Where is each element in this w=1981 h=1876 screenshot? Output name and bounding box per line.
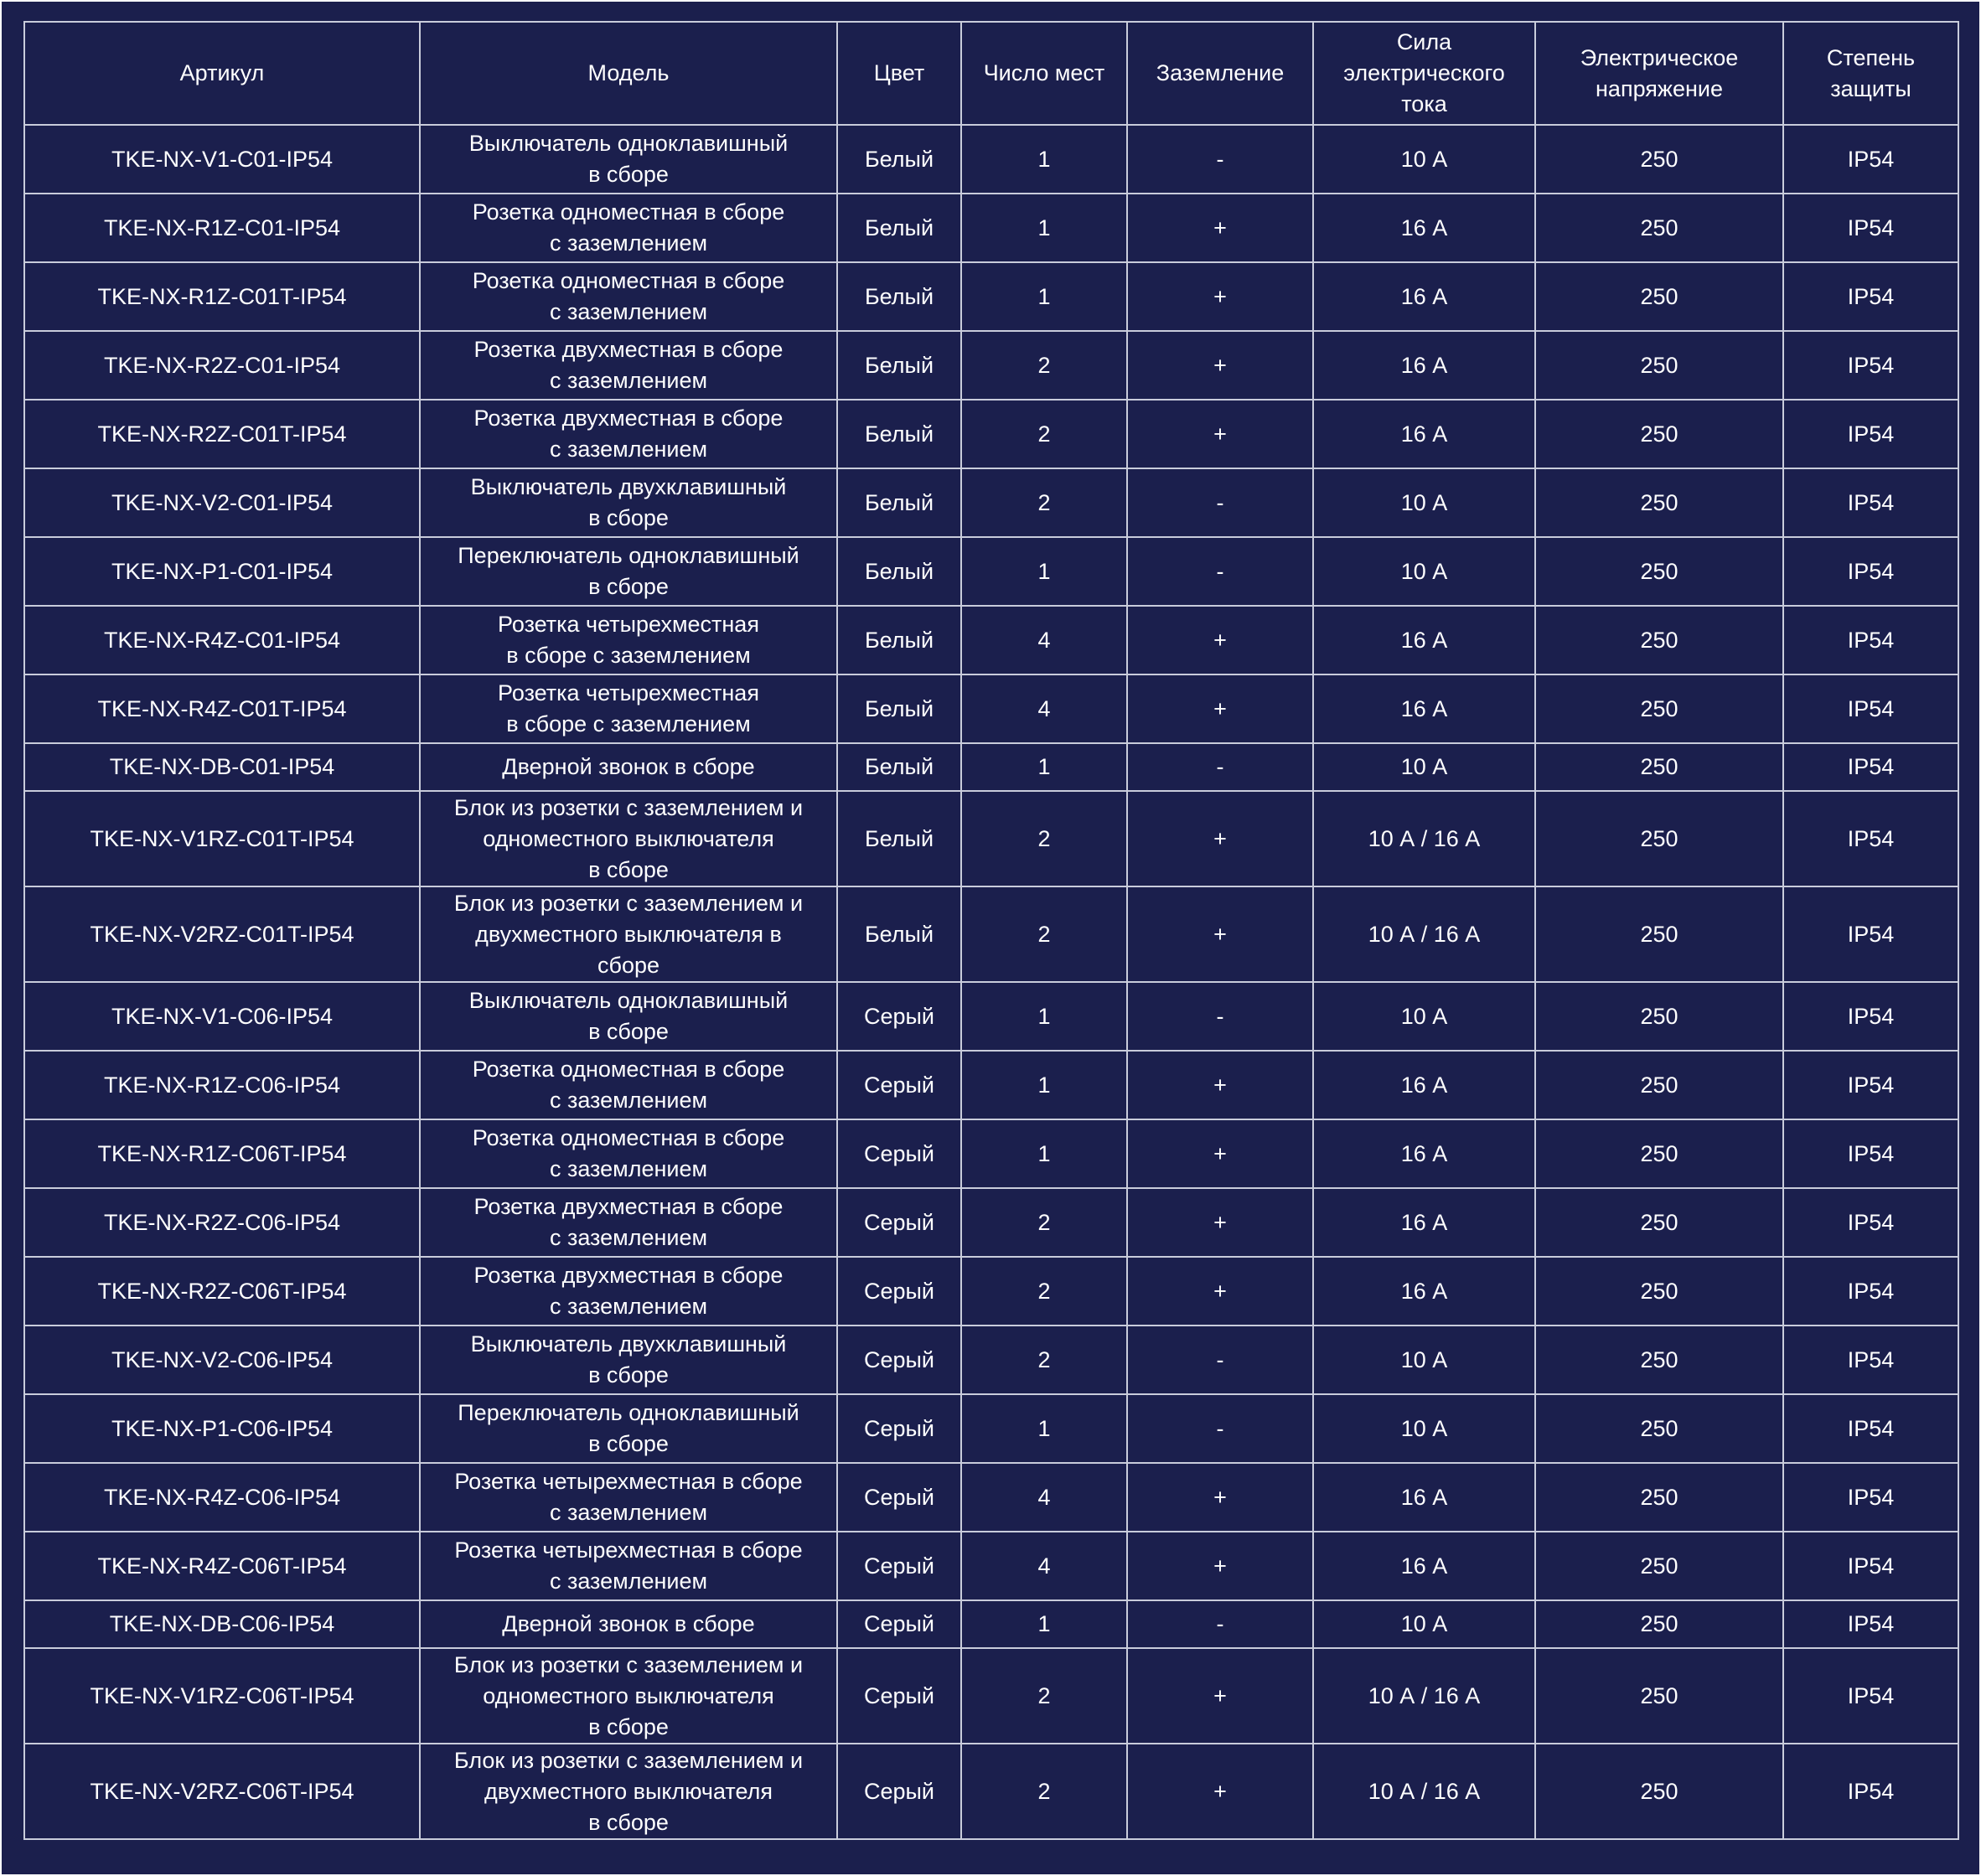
- cell-color: Серый: [837, 1463, 961, 1532]
- cell-voltage: 250: [1535, 1326, 1783, 1394]
- cell-model: Розетка двухместная в сборе с заземлением: [420, 1188, 837, 1257]
- cell-model: Розетка одноместная в сборе с заземлением: [420, 1051, 837, 1119]
- cell-grounding: -: [1127, 125, 1313, 194]
- cell-article: TKE-NX-R4Z-C06T-IP54: [24, 1532, 420, 1600]
- cell-article: TKE-NX-R2Z-C01T-IP54: [24, 400, 420, 468]
- cell-color: Белый: [837, 125, 961, 194]
- cell-grounding: +: [1127, 194, 1313, 262]
- cell-article: TKE-NX-V2-C01-IP54: [24, 468, 420, 537]
- cell-color: Серый: [837, 1600, 961, 1648]
- cell-current: 10 А / 16 А: [1313, 1744, 1535, 1839]
- table-row: [24, 1257, 1958, 1326]
- cell-model: Дверной звонок в сборе: [420, 1600, 837, 1648]
- spec-sheet: [2, 2, 1979, 1874]
- cell-grounding: +: [1127, 1744, 1313, 1839]
- cell-places-count: 2: [961, 1326, 1127, 1394]
- cell-voltage: 250: [1535, 1188, 1783, 1257]
- table-row: [24, 1188, 1958, 1257]
- cell-places-count: 1: [961, 1394, 1127, 1463]
- cell-places-count: 1: [961, 982, 1127, 1051]
- cell-places-count: 2: [961, 1188, 1127, 1257]
- table-row: [24, 1463, 1958, 1532]
- table-row: [24, 400, 1958, 468]
- cell-places-count: 2: [961, 331, 1127, 400]
- cell-protection: IP54: [1783, 1463, 1958, 1532]
- cell-voltage: 250: [1535, 1600, 1783, 1648]
- cell-voltage: 250: [1535, 331, 1783, 400]
- cell-color: Серый: [837, 1744, 961, 1839]
- cell-voltage: 250: [1535, 125, 1783, 194]
- cell-grounding: -: [1127, 537, 1313, 606]
- cell-voltage: 250: [1535, 262, 1783, 331]
- table-row: [24, 262, 1958, 331]
- cell-color: Серый: [837, 1188, 961, 1257]
- cell-voltage: 250: [1535, 194, 1783, 262]
- cell-voltage: 250: [1535, 674, 1783, 743]
- cell-model: Блок из розетки с заземлением и двухместного выключателя в сборе: [420, 886, 837, 982]
- cell-current: 10 А: [1313, 1394, 1535, 1463]
- cell-current: 16 А: [1313, 1188, 1535, 1257]
- cell-protection: IP54: [1783, 1532, 1958, 1600]
- column-header-voltage: Электрическое напряжение: [1535, 22, 1783, 125]
- cell-protection: IP54: [1783, 1119, 1958, 1188]
- cell-model: Розетка двухместная в сборе с заземлением: [420, 1257, 837, 1326]
- cell-model: Розетка одноместная в сборе с заземлением: [420, 262, 837, 331]
- cell-grounding: -: [1127, 982, 1313, 1051]
- cell-current: 10 А: [1313, 125, 1535, 194]
- cell-current: 10 А / 16 А: [1313, 886, 1535, 982]
- column-header-color: Цвет: [837, 22, 961, 125]
- cell-voltage: 250: [1535, 1463, 1783, 1532]
- table-row: [24, 1051, 1958, 1119]
- cell-color: Белый: [837, 537, 961, 606]
- cell-protection: IP54: [1783, 1394, 1958, 1463]
- cell-current: 10 А: [1313, 1600, 1535, 1648]
- cell-protection: IP54: [1783, 400, 1958, 468]
- table-row: [24, 743, 1958, 791]
- cell-current: 16 А: [1313, 1463, 1535, 1532]
- cell-grounding: +: [1127, 400, 1313, 468]
- cell-current: 16 А: [1313, 331, 1535, 400]
- table-row: [24, 886, 1958, 982]
- table-row: [24, 1600, 1958, 1648]
- cell-model: Розетка двухместная в сборе с заземлением: [420, 400, 837, 468]
- specification-table: [23, 21, 1959, 1840]
- cell-protection: IP54: [1783, 1600, 1958, 1648]
- cell-protection: IP54: [1783, 1326, 1958, 1394]
- column-header-model: Модель: [420, 22, 837, 125]
- cell-protection: IP54: [1783, 125, 1958, 194]
- cell-current: 16 А: [1313, 1051, 1535, 1119]
- cell-grounding: +: [1127, 1188, 1313, 1257]
- cell-protection: IP54: [1783, 1648, 1958, 1744]
- cell-model: Выключатель одноклавишный в сборе: [420, 125, 837, 194]
- cell-article: TKE-NX-V2-C06-IP54: [24, 1326, 420, 1394]
- cell-protection: IP54: [1783, 1188, 1958, 1257]
- cell-color: Белый: [837, 674, 961, 743]
- cell-places-count: 2: [961, 1744, 1127, 1839]
- cell-model: Выключатель двухклавишный в сборе: [420, 468, 837, 537]
- cell-places-count: 1: [961, 1051, 1127, 1119]
- cell-grounding: +: [1127, 1463, 1313, 1532]
- cell-places-count: 1: [961, 125, 1127, 194]
- cell-model: Блок из розетки с заземлением и одноместного выключателя в сборе: [420, 1648, 837, 1744]
- cell-voltage: 250: [1535, 606, 1783, 674]
- cell-current: 16 А: [1313, 674, 1535, 743]
- cell-grounding: +: [1127, 886, 1313, 982]
- cell-color: Белый: [837, 331, 961, 400]
- cell-article: TKE-NX-R4Z-C01T-IP54: [24, 674, 420, 743]
- cell-article: TKE-NX-P1-C01-IP54: [24, 537, 420, 606]
- cell-color: Белый: [837, 468, 961, 537]
- cell-article: TKE-NX-DB-C01-IP54: [24, 743, 420, 791]
- cell-color: Белый: [837, 194, 961, 262]
- cell-color: Серый: [837, 1394, 961, 1463]
- cell-grounding: +: [1127, 262, 1313, 331]
- cell-current: 16 А: [1313, 1257, 1535, 1326]
- column-header-places-count: Число мест: [961, 22, 1127, 125]
- table-row: [24, 125, 1958, 194]
- cell-current: 10 А: [1313, 537, 1535, 606]
- cell-current: 16 А: [1313, 400, 1535, 468]
- cell-article: TKE-NX-R4Z-C06-IP54: [24, 1463, 420, 1532]
- cell-article: TKE-NX-R1Z-C01-IP54: [24, 194, 420, 262]
- cell-article: TKE-NX-R2Z-C06T-IP54: [24, 1257, 420, 1326]
- cell-places-count: 2: [961, 1648, 1127, 1744]
- cell-grounding: +: [1127, 1532, 1313, 1600]
- cell-model: Розетка одноместная в сборе с заземлением: [420, 194, 837, 262]
- cell-color: Серый: [837, 1532, 961, 1600]
- cell-article: TKE-NX-V1-C06-IP54: [24, 982, 420, 1051]
- cell-protection: IP54: [1783, 886, 1958, 982]
- cell-current: 10 А: [1313, 743, 1535, 791]
- cell-model: Розетка четырехместная в сборе с заземлением: [420, 674, 837, 743]
- cell-color: Серый: [837, 1326, 961, 1394]
- cell-model: Розетка одноместная в сборе с заземлением: [420, 1119, 837, 1188]
- cell-article: TKE-NX-V1RZ-C06T-IP54: [24, 1648, 420, 1744]
- cell-voltage: 250: [1535, 1257, 1783, 1326]
- cell-model: Блок из розетки с заземлением и двухместного выключателя в сборе: [420, 1744, 837, 1839]
- table-row: [24, 1119, 1958, 1188]
- cell-grounding: -: [1127, 1394, 1313, 1463]
- cell-color: Серый: [837, 1648, 961, 1744]
- cell-current: 16 А: [1313, 1119, 1535, 1188]
- table-row: [24, 1532, 1958, 1600]
- cell-voltage: 250: [1535, 468, 1783, 537]
- cell-voltage: 250: [1535, 982, 1783, 1051]
- cell-protection: IP54: [1783, 674, 1958, 743]
- cell-voltage: 250: [1535, 886, 1783, 982]
- cell-grounding: +: [1127, 1051, 1313, 1119]
- cell-grounding: +: [1127, 1648, 1313, 1744]
- table-row: [24, 331, 1958, 400]
- cell-protection: IP54: [1783, 262, 1958, 331]
- cell-current: 10 А: [1313, 468, 1535, 537]
- cell-grounding: -: [1127, 1600, 1313, 1648]
- column-header-grounding: Заземление: [1127, 22, 1313, 125]
- column-header-article: Артикул: [24, 22, 420, 125]
- table-row: [24, 1648, 1958, 1744]
- table-row: [24, 791, 1958, 886]
- cell-voltage: 250: [1535, 1051, 1783, 1119]
- cell-color: Белый: [837, 886, 961, 982]
- cell-voltage: 250: [1535, 1119, 1783, 1188]
- cell-color: Белый: [837, 606, 961, 674]
- table-row: [24, 194, 1958, 262]
- cell-places-count: 1: [961, 1600, 1127, 1648]
- cell-article: TKE-NX-R2Z-C01-IP54: [24, 331, 420, 400]
- cell-model: Выключатель одноклавишный в сборе: [420, 982, 837, 1051]
- cell-protection: IP54: [1783, 1257, 1958, 1326]
- cell-model: Розетка четырехместная в сборе с заземлением: [420, 1532, 837, 1600]
- cell-grounding: +: [1127, 1257, 1313, 1326]
- cell-grounding: +: [1127, 606, 1313, 674]
- cell-color: Серый: [837, 1051, 961, 1119]
- cell-current: 10 А: [1313, 1326, 1535, 1394]
- cell-color: Серый: [837, 982, 961, 1051]
- header-row: [24, 22, 1958, 125]
- cell-grounding: +: [1127, 674, 1313, 743]
- cell-article: TKE-NX-P1-C06-IP54: [24, 1394, 420, 1463]
- cell-grounding: +: [1127, 1119, 1313, 1188]
- cell-voltage: 250: [1535, 1744, 1783, 1839]
- cell-places-count: 4: [961, 1532, 1127, 1600]
- cell-places-count: 4: [961, 674, 1127, 743]
- table-row: [24, 674, 1958, 743]
- cell-voltage: 250: [1535, 1648, 1783, 1744]
- cell-voltage: 250: [1535, 791, 1783, 886]
- cell-grounding: -: [1127, 1326, 1313, 1394]
- cell-grounding: -: [1127, 743, 1313, 791]
- cell-places-count: 1: [961, 262, 1127, 331]
- cell-model: Розетка двухместная в сборе с заземлением: [420, 331, 837, 400]
- cell-protection: IP54: [1783, 331, 1958, 400]
- column-header-current: Сила электрического тока: [1313, 22, 1535, 125]
- cell-article: TKE-NX-R1Z-C06T-IP54: [24, 1119, 420, 1188]
- cell-grounding: -: [1127, 468, 1313, 537]
- table-row: [24, 606, 1958, 674]
- cell-voltage: 250: [1535, 1532, 1783, 1600]
- cell-voltage: 250: [1535, 1394, 1783, 1463]
- cell-places-count: 4: [961, 1463, 1127, 1532]
- cell-model: Переключатель одноклавишный в сборе: [420, 1394, 837, 1463]
- cell-current: 16 А: [1313, 606, 1535, 674]
- table-row: [24, 1326, 1958, 1394]
- cell-current: 10 А / 16 А: [1313, 1648, 1535, 1744]
- cell-protection: IP54: [1783, 982, 1958, 1051]
- cell-current: 10 А: [1313, 982, 1535, 1051]
- cell-places-count: 2: [961, 400, 1127, 468]
- cell-article: TKE-NX-DB-C06-IP54: [24, 1600, 420, 1648]
- cell-places-count: 4: [961, 606, 1127, 674]
- cell-color: Белый: [837, 743, 961, 791]
- cell-model: Выключатель двухклавишный в сборе: [420, 1326, 837, 1394]
- cell-article: TKE-NX-R1Z-C01T-IP54: [24, 262, 420, 331]
- cell-places-count: 2: [961, 1257, 1127, 1326]
- cell-article: TKE-NX-V1-C01-IP54: [24, 125, 420, 194]
- table-row: [24, 468, 1958, 537]
- cell-article: TKE-NX-V2RZ-C01T-IP54: [24, 886, 420, 982]
- cell-current: 10 А / 16 А: [1313, 791, 1535, 886]
- cell-color: Серый: [837, 1257, 961, 1326]
- cell-places-count: 1: [961, 194, 1127, 262]
- cell-places-count: 1: [961, 1119, 1127, 1188]
- cell-places-count: 2: [961, 886, 1127, 982]
- cell-article: TKE-NX-R4Z-C01-IP54: [24, 606, 420, 674]
- cell-protection: IP54: [1783, 606, 1958, 674]
- cell-grounding: +: [1127, 331, 1313, 400]
- cell-places-count: 2: [961, 468, 1127, 537]
- cell-article: TKE-NX-V1RZ-C01T-IP54: [24, 791, 420, 886]
- cell-model: Розетка четырехместная в сборе с заземлением: [420, 606, 837, 674]
- cell-article: TKE-NX-R2Z-C06-IP54: [24, 1188, 420, 1257]
- cell-article: TKE-NX-R1Z-C06-IP54: [24, 1051, 420, 1119]
- cell-voltage: 250: [1535, 400, 1783, 468]
- cell-current: 16 А: [1313, 1532, 1535, 1600]
- cell-places-count: 1: [961, 743, 1127, 791]
- cell-current: 16 А: [1313, 262, 1535, 331]
- table-row: [24, 1394, 1958, 1463]
- cell-protection: IP54: [1783, 1744, 1958, 1839]
- cell-model: Дверной звонок в сборе: [420, 743, 837, 791]
- cell-protection: IP54: [1783, 468, 1958, 537]
- cell-voltage: 250: [1535, 743, 1783, 791]
- table-row: [24, 537, 1958, 606]
- cell-places-count: 1: [961, 537, 1127, 606]
- cell-protection: IP54: [1783, 194, 1958, 262]
- cell-color: Белый: [837, 791, 961, 886]
- table-row: [24, 982, 1958, 1051]
- cell-voltage: 250: [1535, 537, 1783, 606]
- cell-model: Розетка четырехместная в сборе с заземлением: [420, 1463, 837, 1532]
- cell-color: Серый: [837, 1119, 961, 1188]
- cell-color: Белый: [837, 262, 961, 331]
- cell-model: Блок из розетки с заземлением и одноместного выключателя в сборе: [420, 791, 837, 886]
- cell-grounding: +: [1127, 791, 1313, 886]
- cell-protection: IP54: [1783, 791, 1958, 886]
- cell-protection: IP54: [1783, 743, 1958, 791]
- table-row: [24, 1744, 1958, 1839]
- cell-color: Белый: [837, 400, 961, 468]
- table-body: [24, 125, 1958, 1839]
- cell-current: 16 А: [1313, 194, 1535, 262]
- table-header: [24, 22, 1958, 125]
- cell-article: TKE-NX-V2RZ-C06T-IP54: [24, 1744, 420, 1839]
- cell-model: Переключатель одноклавишный в сборе: [420, 537, 837, 606]
- cell-protection: IP54: [1783, 537, 1958, 606]
- cell-places-count: 2: [961, 791, 1127, 886]
- column-header-protection: Степень защиты: [1783, 22, 1958, 125]
- cell-protection: IP54: [1783, 1051, 1958, 1119]
